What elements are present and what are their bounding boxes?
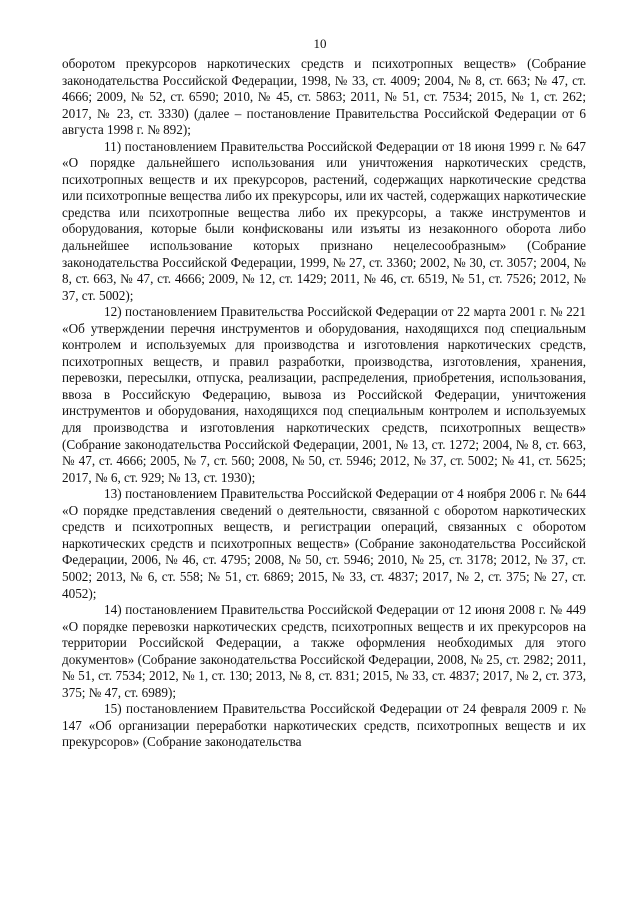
list-item-14: 14) постановлением Правительства Российской Федерации от 12 июня 2008 г. № 449 «О порядке перевозки наркотических средств, психотропных веществ и их прекурсоров на территории Российской Федерации, а также оформления необходимых для этого документов» (Собрание законодательства Российской Федерации, 2008, № 25, ст. 2982; 2011, № 51, ст. 7534; 2012, № 1, ст. 130; 2013, № 8, ст. 831; 2015, № 33, ст. 4837; 2017, № 2, ст. 373, 375; № 47, ст. 6989); xyxy=(62,602,586,700)
page-number: 10 xyxy=(313,36,327,51)
list-item-12: 12) постановлением Правительства Российской Федерации от 22 марта 2001 г. № 221 «Об утверждении перечня инструментов и оборудования, находящихся под специальным контролем и используемых для производства и изготовления наркотических средств, психотропных веществ, и правил разработки, производства, изготовления, хранения, перевозки, пересылки, отпуска, реализации, распределения, приобретения, использования, ввоза в Российскую Федерацию, вывоза из Российской Федерации, уничтожения инструментов и оборудования, находящихся под специальным контролем и используемых для производства и изготовления наркотических средств, психотропных веществ» (Собрание законодательства Российской Федерации, 2001, № 13, ст. 1272; 2004, № 8, ст. 663, № 47, ст. 4666; 2005, № 7, ст. 560; 2008, № 50, ст. 5946; 2012, № 37, ст. 5002; № 41, ст. 5625; 2017, № 6, ст. 929; № 13, ст. 1930); xyxy=(62,304,586,485)
list-item-11: 11) постановлением Правительства Российской Федерации от 18 июня 1999 г. № 647 «О порядке дальнейшего использования или уничтожения наркотических средств, психотропных веществ и их прекурсоров, растений, содержащих наркотические средства или психотропные вещества либо их прекурсоры, или их частей, содержащих наркотические средства или психотропные вещества либо их прекурсоры, а также инструментов и оборудования, которые были конфискованы или изъяты из незаконного оборота либо дальнейшее использование которых признано нецелесообразным» (Собрание законодательства Российской Федерации, 1999, № 27, ст. 3360; 2002, № 30, ст. 3057; 2004, № 8, ст. 663, № 47, ст. 4666; 2009, № 12, ст. 1429; 2011, № 46, ст. 6519, № 51, ст. 7526; 2012, № 37, ст. 5002); xyxy=(62,138,586,303)
list-item-15: 15) постановлением Правительства Российской Федерации от 24 февраля 2009 г. № 147 «Об организации переработки наркотических средств, психотропных веществ и их прекурсоров» (Собрание законодательства xyxy=(62,701,586,750)
paragraph-continuation: оборотом прекурсоров наркотических средств и психотропных веществ» (Собрание законодательства Российской Федерации, 1998, № 33, ст. 4009; 2004, № 8, ст. 663; № 47, ст. 4666; 2009, № 52, ст. 6590; 2010, № 45, ст. 5863; 2011, № 51, ст. 7534; 2015, № 1, ст. 262; 2017, № 23, ст. 3330) (далее – постановление Правительства Российской Федерации от 6 августа 1998 г. № 892); xyxy=(62,56,586,138)
document-body xyxy=(62,56,586,751)
list-item-13: 13) постановлением Правительства Российской Федерации от 4 ноября 2006 г. № 644 «О порядке представления сведений о деятельности, связанной с оборотом наркотических средств и психотропных веществ, и регистрации операций, связанных с оборотом наркотических средств и психотропных веществ» (Собрание законодательства Российской Федерации, 2006, № 46, ст. 4795; 2008, № 50, ст. 5946; 2010, № 25, ст. 3178; 2012, № 37, ст. 5002; 2013, № 6, ст. 558; № 51, ст. 6869; 2015, № 33, ст. 4837; 2017, № 2, ст. 375; № 27, ст. 4052); xyxy=(62,486,586,601)
